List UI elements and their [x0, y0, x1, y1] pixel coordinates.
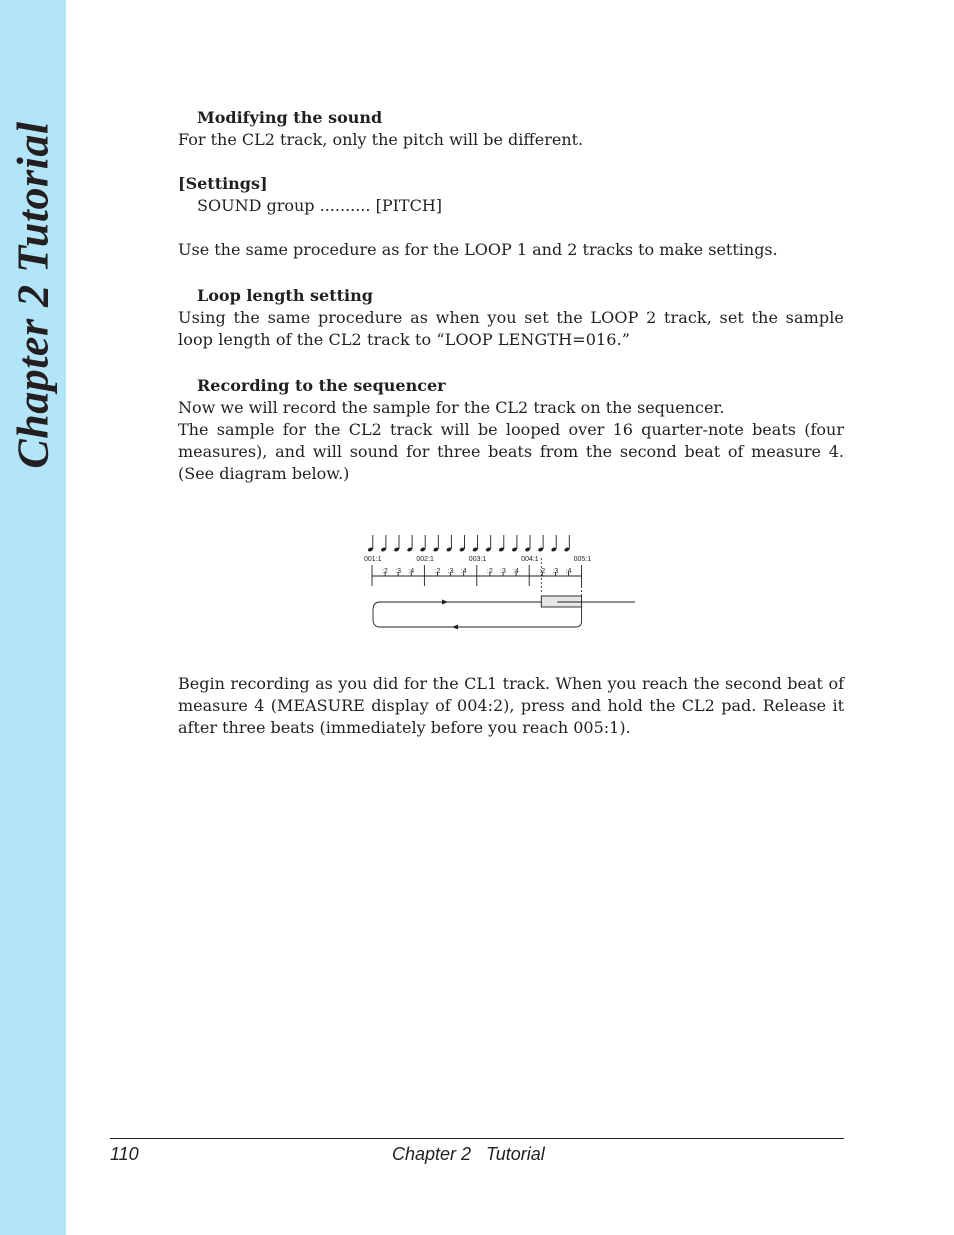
paragraph-settings-note: Use the same procedure as for the LOOP 1 and 2 tracks to make settings.: [178, 240, 778, 259]
measure-label: 002:1: [416, 556, 434, 563]
settings-line: SOUND group .......... [PITCH]: [197, 196, 443, 215]
paragraph-recording-1: Now we will record the sample for the CL2 track on the sequencer.: [178, 398, 725, 417]
beat-label: :4: [513, 568, 519, 575]
heading-loop-length: Loop length setting: [197, 286, 373, 305]
sound-region-box: [541, 596, 581, 607]
page-content-lower: [178, 673, 844, 739]
paragraph-loop-length: Using the same procedure as when you set the LOOP 2 track, set the sample loop length of the CL2 track to “LOOP LENGTH=016.”: [178, 308, 844, 349]
heading-modifying-sound: Modifying the sound: [197, 108, 383, 127]
beat-label: :3: [447, 568, 454, 575]
measure-label: 001:1: [364, 556, 382, 563]
beat-label: :2: [434, 568, 441, 575]
paragraph-sound: For the CL2 track, only the pitch will be different.: [178, 130, 584, 149]
settings-label: [Settings]: [178, 174, 268, 193]
beat-label: :4: [460, 568, 467, 575]
measure-label: 003:1: [468, 556, 487, 563]
measure-label: 005:1: [573, 556, 592, 563]
beat-label: :2: [539, 568, 546, 575]
heading-recording: Recording to the sequencer: [197, 376, 446, 395]
beat-label: :3: [395, 568, 402, 575]
beat-label: :4: [408, 568, 415, 575]
side-chapter-title: Chapter 2 Tutorial: [8, 121, 58, 469]
footer-chapter-title: Chapter 2 Tutorial: [392, 1144, 545, 1164]
beat-label: :3: [500, 568, 506, 575]
footer-page-number: 110: [110, 1144, 139, 1164]
loop-timeline-diagram: [360, 528, 640, 636]
beat-label: :3: [552, 568, 559, 575]
beat-label: :2: [486, 568, 493, 575]
chapter-side-band: [0, 0, 66, 1235]
paragraph-after-diagram: Begin recording as you did for the CL1 track. When you reach the second beat of measure 4 (MEASURE display of 004:2), press and hold the CL2 pad. Release it after three beats (immediately before you reach 005:1).: [178, 674, 844, 737]
beat-label: :2: [382, 568, 388, 575]
loop-forward-arrow: [442, 600, 448, 605]
paragraph-recording-2: The sample for the CL2 track will be looped over 16 quarter-note beats (four measures), and will sound for three beats from the second beat of measure 4. (See diagram below.): [178, 420, 844, 483]
beat-label: :4: [565, 568, 572, 575]
loop-return-arrow: [452, 625, 458, 630]
measure-label: 004:1: [521, 556, 539, 563]
footer-rule: [110, 1138, 844, 1139]
page-content: [178, 107, 844, 485]
